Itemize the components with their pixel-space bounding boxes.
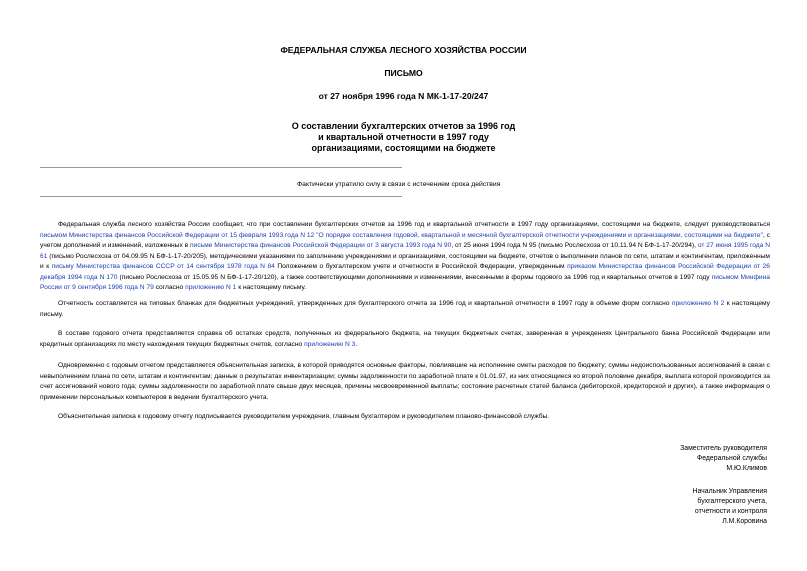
signature-2-department-line-2: отчетности и контроля	[694, 508, 767, 515]
document-title-line-2: и квартальной отчетности в 1997 году	[318, 132, 489, 142]
divider-top	[40, 167, 402, 168]
paragraph-2: Отчетность составляется на типовых бланках для бюджетных учреждений, утвержденных для бухгалтерского отчета за 1996 год и квартальной отчетности в 1997 году в объеме форм согласно приложению N 2 к настоящему письму.	[40, 300, 770, 318]
link-minfin-letter-79[interactable]: письмом Минфина России от 9 сентября 1996 года N 79	[40, 273, 771, 291]
link-appendix-1[interactable]: приложению N 1	[185, 284, 237, 291]
status-note: Фактически утратило силу в связи с истечением срока действия	[297, 181, 501, 188]
document-title-line-3: организациями, состоящими на бюджете	[311, 143, 496, 153]
signature-2-name: Л.М.Коровина	[722, 518, 767, 525]
signature-1-position: Заместитель руководителя	[680, 445, 767, 452]
signature-deputy-head	[680, 444, 767, 474]
document-title-line-1: О составлении бухгалтерских отчетов за 1996 год	[291, 121, 516, 131]
paragraph-1: Федеральная служба лесного хозяйства России сообщает, что при составлении бухгалтерских отчетов за 1996 год и квартальной отчетности в 1997 году организациями, состоящими на бюджете, следует руководствоваться письмом Министерства финансов Российской Федерации от 15 февраля 1993 года N 12 "О порядке составления годовой, квартальной и месячной бухгалтерской отчетности учреждениями и организациями, состоящими на бюджете", с учетом дополнений и изменений, изложенных в письме Министерства финансов Российской Федерации от 3 августа 1993 года N 90, от 25 июня 1994 года N 95 (письмо Рослесхоза от 10.11.94 N БФ-1-17-20/294), от 27 июня 1995 года N 61 (письмо Рослесхоза от 04.09.95 N БФ-1-17-20/205), методическими указаниями по заполнению учреждениями и организациями, состоящими на бюджете, отчетов о выполнении планов по сети, штатам и контингентам, приложенным и к письму Министерства финансов СССР от 14 сентября 1978 года N 84 Положением о бухгалтерском учете и отчетности в Российской Федерации, утвержденным приказом Министерства финансов Российской Федерации от 26 декабря 1994 года N 170 (письмо Рослесхоза от 15.05.95 N БФ-1-17-20/120), а также соответствующими дополнениями и изменениями, внесенными в формы годового за 1996 год и квартальных отчетов в 1997 году письмом Минфина России от 9 сентября 1996 года N 79 согласно приложению N 1 к настоящему письму.	[40, 221, 771, 291]
signature-2-department-line-1: бухгалтерского учета,	[697, 498, 767, 505]
link-minfin-letter-90[interactable]: письме Министерства финансов Российской Федерации от 3 августа 1993 года N 90	[190, 242, 452, 249]
link-minfin-ussr-letter-84[interactable]: письму Министерства финансов СССР от 14 сентября 1978 года N 84	[51, 263, 275, 270]
document-date-number: от 27 ноября 1996 года N МК-1-17-20/247	[318, 91, 489, 101]
divider-bottom	[40, 196, 402, 197]
link-appendix-2[interactable]: приложению N 2	[671, 300, 725, 307]
signature-1-organization: Федеральной службы	[696, 455, 767, 462]
signature-department-head	[693, 487, 767, 527]
paragraph-3: В составе годового отчета представляется справка об остатках средств, полученных из федерального бюджета, на текущих бюджетных счетах, заверенная в учреждениях Центрального банка Российской Федерации или кредитных организациях по месту нахождения текущих бюджетных счетов, согласно приложению N 3.	[40, 330, 770, 348]
paragraph-5: Объяснительная записка к годовому отчету подписывается руководителем учреждения, главным бухгалтером и руководителем планово-финансовой службы.	[58, 413, 550, 420]
link-minfin-letter-12[interactable]: письмом Министерства финансов Российской Федерации от 15 февраля 1993 года N 12 "О порядке составления годовой, квартальной и месячной бухгалтерской отчетности учреждениями и организациями, состоящими на бюджете"	[40, 231, 763, 239]
paragraph-4: Одновременно с годовым отчетом представляется объяснительная записка, в которой приводятся основные факторы, повлиявшие на исполнение сметы расходов по бюджету; суммы недоиспользованных ассигнований в связи с невыполнением плана по сети, штатам и контингентам; данные о результатах инвентаризации; суммы задолженности по заработной плате к 01.01.97, из них относящиеся ко второй половине декабря, выплата которой производится за счет ассигнований нового года; суммы задолженности по заработной плате свыше двух месяцев, причины несвоевременной выплаты; состояние расчетных статей баланса (дебиторской, кредиторской и других), а также информация о применении персональных компьютеров в ведении бухгалтерского учета.	[40, 362, 770, 401]
link-order-170[interactable]: приказом Министерства финансов Российской Федерации от 26 декабря 1994 года N 170	[40, 263, 770, 281]
link-letter-61[interactable]: от 27 июня 1995 года N 61	[40, 242, 770, 260]
signature-1-name: М.Ю.Климов	[726, 465, 767, 472]
agency-name: ФЕДЕРАЛЬНАЯ СЛУЖБА ЛЕСНОГО ХОЗЯЙСТВА РОССИИ	[280, 45, 527, 55]
signature-2-position: Начальник Управления	[692, 488, 767, 495]
document-type: ПИСЬМО	[384, 68, 423, 78]
link-appendix-3[interactable]: приложению N 3	[304, 340, 356, 348]
